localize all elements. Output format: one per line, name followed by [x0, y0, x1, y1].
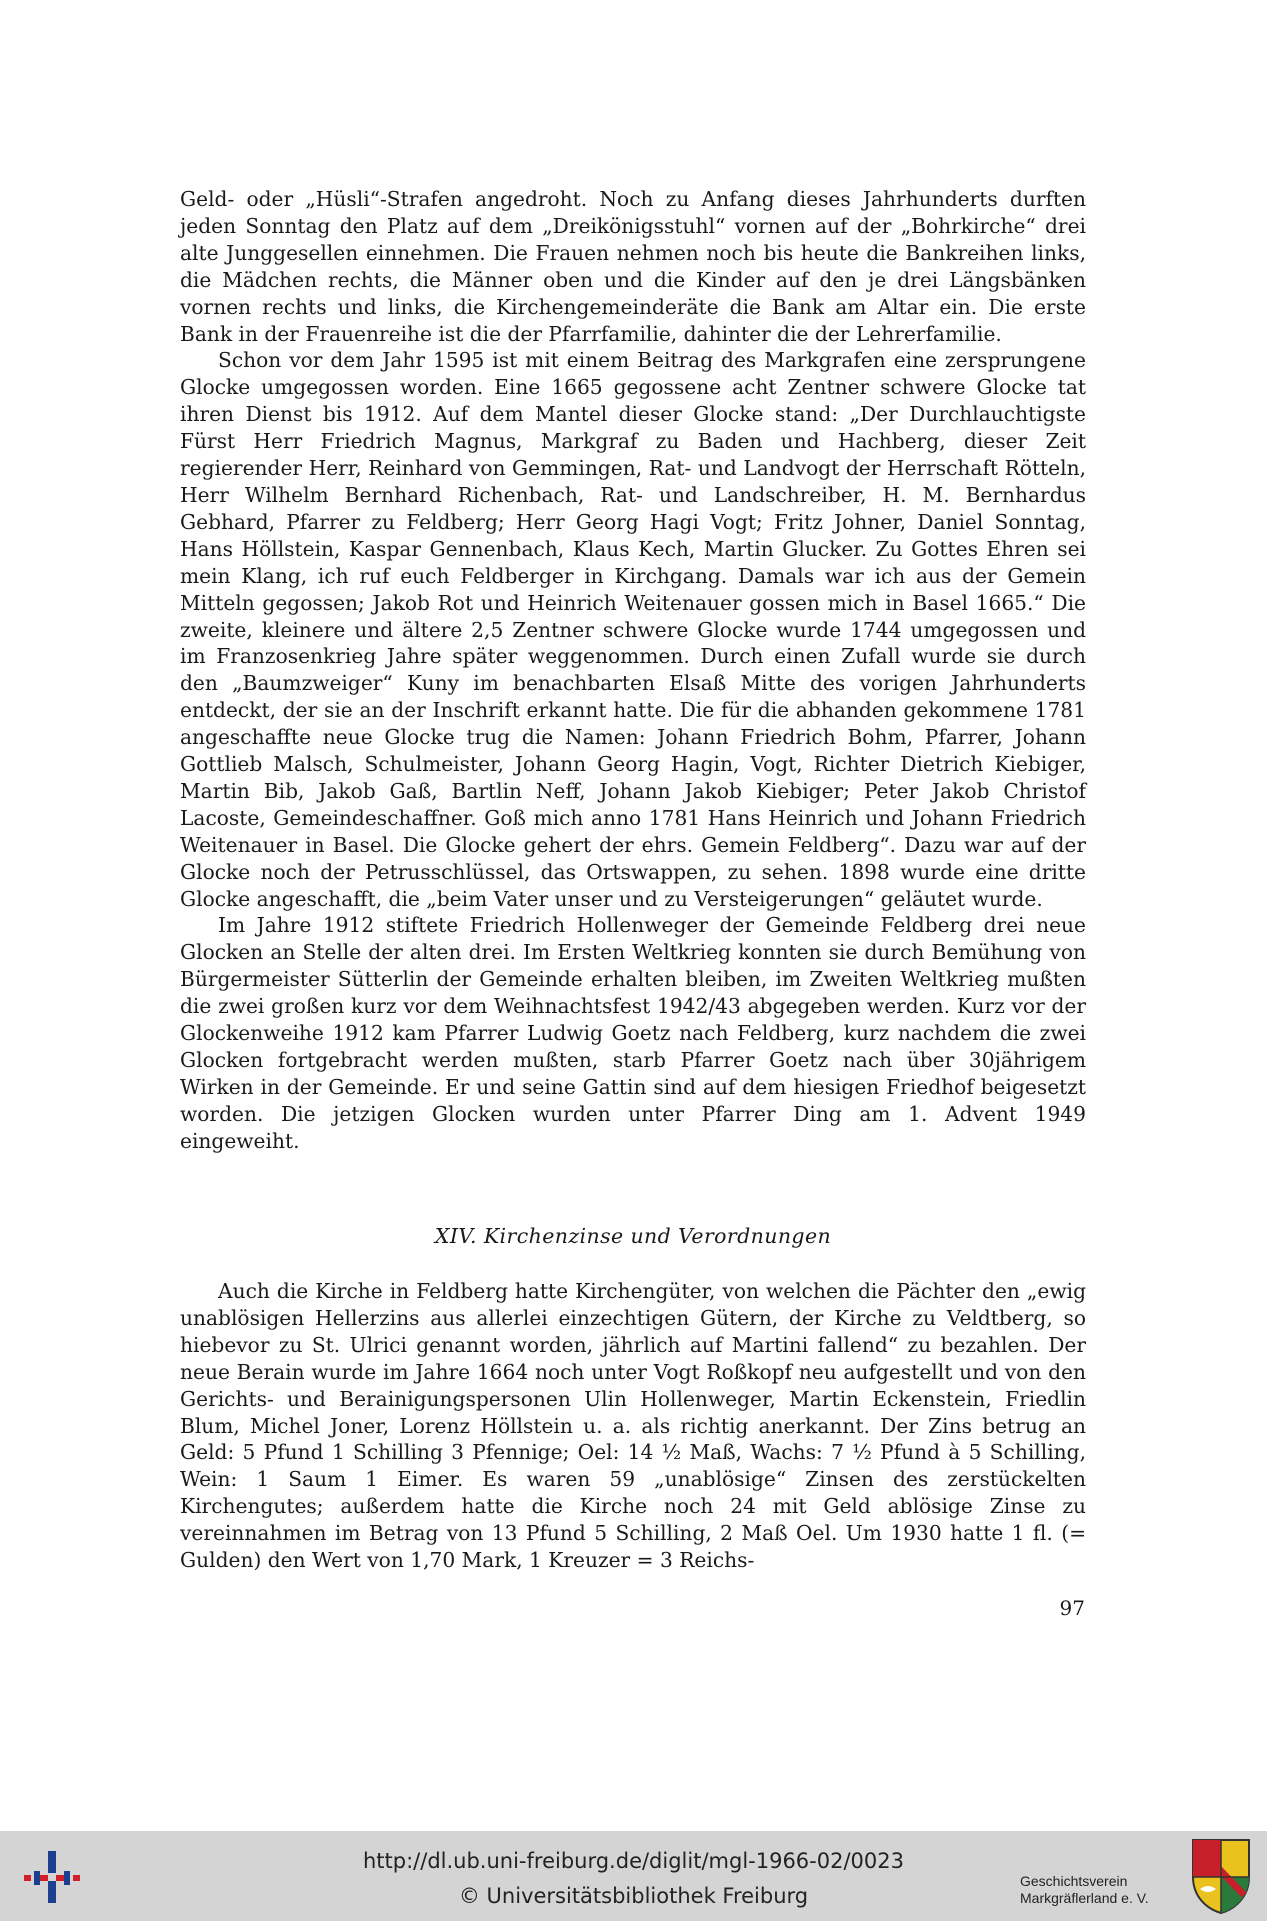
copyright-text: © Universitätsbibliothek Freiburg [458, 1884, 809, 1908]
society-name [1020, 1873, 1149, 1907]
society-name-line-2: Markgräflerland e. V. [1020, 1890, 1149, 1906]
society-name-line-1: Geschichtsverein [1020, 1873, 1128, 1889]
coat-of-arms-icon[interactable] [1190, 1837, 1252, 1915]
section-heading: XIV. Kirchenzinse und Verordnungen [434, 1224, 832, 1248]
paragraph-3: Im Jahre 1912 stiftete Friedrich Hollenweger der Gemeinde Feldberg drei neue Glocken an Stelle der alten drei. Im Ersten Weltkrieg konnten sie durch Bemühung von Bürgermeister Sütterlin der Gemeinde erhalten bleiben, im Zweiten Weltkrieg mußten die zwei großen kurz vor dem Weihnachtsfest 1942/43 abgegeben werden. Kurz vor der Glockenweihe 1912 kam Pfarrer Ludwig Goetz nach Feldberg, kurz nachdem die zwei Glocken fortgebracht werden mußten, starb Pfarrer Goetz nach über 30jährigem Wirken in der Gemeinde. Er und seine Gattin sind auf dem hiesigen Friedhof beigesetzt worden. Die jetzigen Glocken wurden unter Pfarrer Ding am 1. Advent 1949 eingeweiht. [180, 913, 1086, 1153]
permalink-url[interactable]: http://dl.ub.uni-freiburg.de/diglit/mgl-1966-02/0023 [362, 1849, 904, 1873]
section-text [180, 1278, 1086, 1574]
paragraph-1: Geld- oder „Hüsli“-Strafen angedroht. Noch zu Anfang dieses Jahrhunderts durften jeden Sonntag den Platz auf dem „Dreikönigsstuhl“ vornen auf der „Bohrkirche“ drei alte Junggesellen einnehmen. Die Frauen nehmen noch bis heute die Bankreihen links, die Mädchen rechts, die Männer oben und die Kinder auf den je drei Längsbänken vornen rechts und links, die Kirchengemeinderäte die Bank am Altar ein. Die erste Bank in der Frauenreihe ist die der Pfarrfamilie, dahinter die der Lehrerfamilie. [180, 187, 1086, 346]
page-number: 97 [1059, 1596, 1085, 1620]
section-paragraph-1: Auch die Kirche in Feldberg hatte Kirchengüter, von welchen die Pächter den „ewig unablösigen Hellerzins aus allerlei einzechtigen Gütern, der Kirche zu Veldtberg, so hiebevor zu St. Ulrici genannt worden, jährlich auf Martini fallend“ zu bezahlen. Der neue Berain wurde im Jahre 1664 noch unter Vogt Roßkopf neu aufgestellt und von den Gerichts- und Berainigungspersonen Ulin Hollenweger, Martin Eckenstein, Friedlin Blum, Michel Joner, Lorenz Höllstein u. a. als richtig anerkannt. Der Zins betrug an Geld: 5 Pfund 1 Schilling 3 Pfennige; Oel: 14 ½ Maß, Wachs: 7 ½ Pfund à 5 Schilling, Wein: 1 Saum 1 Eimer. Es waren 59 „unablösige“ Zinsen des zerstückelten Kirchengutes; außerdem hatte die Kirche noch 24 mit Geld ablösige Zinse zu vereinnahmen im Betrag von 13 Pfund 5 Schilling, 2 Maß Oel. Um 1930 hatte 1 fl. (= Gulden) den Wert von 1,70 Mark, 1 Kreuzer = 3 Reichs- [180, 1279, 1086, 1573]
paragraph-2: Schon vor dem Jahr 1595 ist mit einem Beitrag des Markgrafen eine zersprungene Glocke umgegossen worden. Eine 1665 gegossene acht Zentner schwere Glocke tat ihren Dienst bis 1912. Auf dem Mantel dieser Glocke stand: „Der Durchlauchtigste Fürst Herr Friedrich Magnus, Markgraf zu Baden und Hachberg, dieser Zeit regierender Herr, Reinhard von Gemmingen, Rat- und Landvogt der Herrschaft Rötteln, Herr Wilhelm Bernhard Richenbach, Rat- und Landschreiber, H. M. Bernhardus Gebhard, Pfarrer zu Feldberg; Herr Georg Hagi Vogt; Fritz Johner, Daniel Sonntag, Hans Höllstein, Kaspar Gennenbach, Klaus Kech, Martin Glucker. Zu Gottes Ehren sei mein Klang, ich ruf euch Feldberger in Kirchgang. Damals war ich aus der Gemein Mitteln gegossen; Jakob Rot und Heinrich Weitenauer gossen mich in Basel 1665.“ Die zweite, kleinere und ältere 2,5 Zentner schwere Glocke wurde 1744 umgegossen und im Franzosenkrieg Jahre später weggenommen. Durch einen Zufall wurde sie durch den „Baumzweiger“ Kuny im benachbarten Elsaß Mitte des vorigen Jahrhunderts entdeckt, der sie an der Inschrift erkannt hatte. Die für die abhanden gekommene 1781 angeschaffte neue Glocke trug die Namen: Johann Friedrich Bohm, Pfarrer, Johann Gottlieb Malsch, Schulmeister, Johann Georg Hagin, Vogt, Richter Dietrich Kiebiger, Martin Bib, Jakob Gaß, Bartlin Neff, Johann Jakob Kiebiger; Peter Jakob Christof Lacoste, Gemeindeschaffner. Goß mich anno 1781 Hans Heinrich und Johann Friedrich Weitenauer in Basel. Die Glocke gehert der ehrs. Gemein Feldberg“. Dazu war auf der Glocke noch der Petrusschlüssel, das Ortswappen, zu sehen. 1898 wurde eine dritte Glocke angeschafft, die „beim Vater unser und zu Versteigerungen“ geläutet wurde. [180, 348, 1086, 911]
footer-bar [0, 1831, 1267, 1921]
main-text [180, 186, 1086, 1155]
